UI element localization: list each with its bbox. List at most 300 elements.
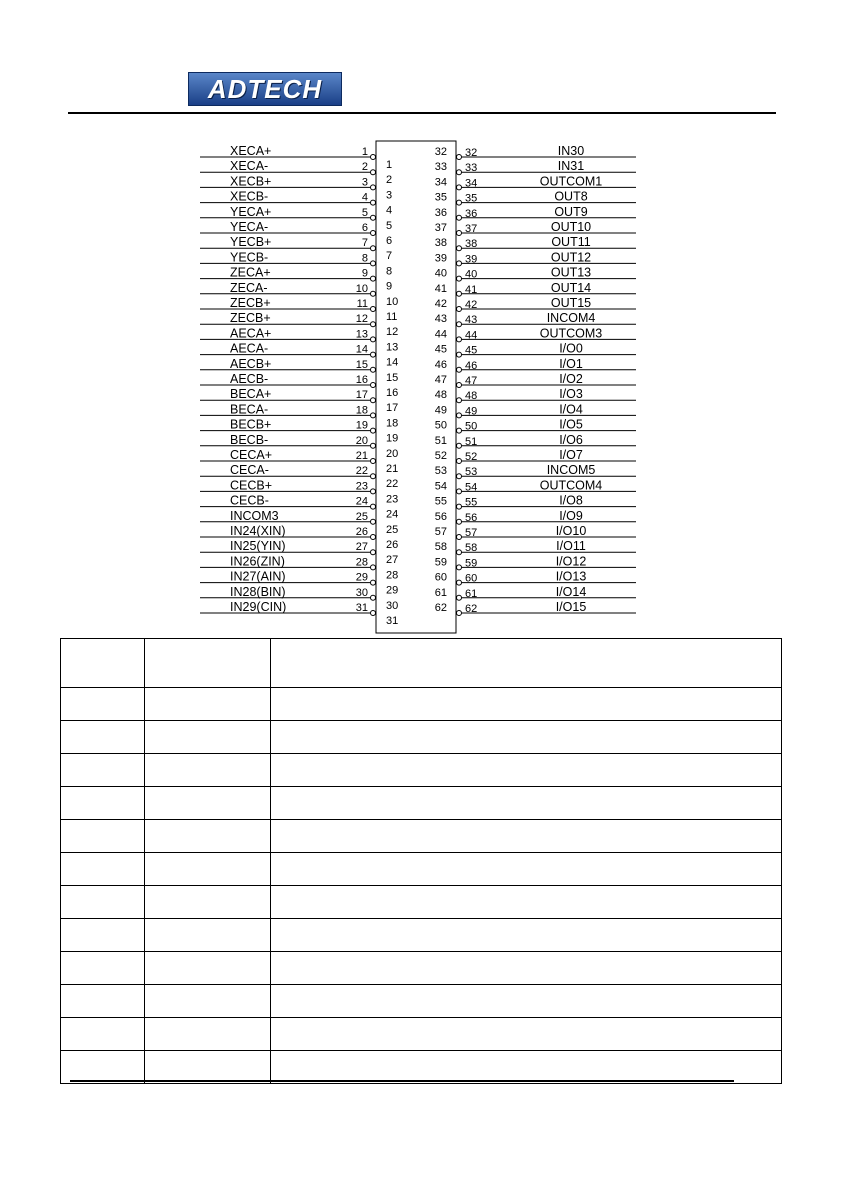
right-pin-signal: I/O13 <box>555 569 587 584</box>
left-pin-signal: YECB+ <box>230 235 272 250</box>
right-pin-terminal <box>457 595 462 600</box>
right-pin-signal: OUT8 <box>554 189 588 204</box>
table-cell <box>145 721 271 754</box>
table-cell <box>61 820 145 853</box>
right-pin-terminal <box>457 246 462 251</box>
footer-divider <box>70 1080 734 1082</box>
left-pin-number-inner: 2 <box>386 174 393 187</box>
table-cell <box>145 853 271 886</box>
left-pin-terminal <box>371 291 376 296</box>
left-pin-terminal <box>371 307 376 312</box>
right-pin-number-inner: 58 <box>434 541 447 554</box>
table-cell <box>61 853 145 886</box>
logo-text: ADTECH <box>207 73 323 104</box>
right-pin-number-outer: 50 <box>465 420 478 433</box>
table-cell <box>61 919 145 952</box>
right-pin-number-inner: 57 <box>434 526 447 538</box>
left-pin-number-inner: 9 <box>386 280 393 293</box>
table-cell <box>145 919 271 952</box>
left-pin-signal: IN24(XIN) <box>230 524 286 538</box>
left-pin-signal: IN28(BIN) <box>230 584 286 599</box>
right-pin-terminal <box>457 413 462 418</box>
left-pin-number-inner: 10 <box>386 295 399 308</box>
left-pin-number-inner: 29 <box>386 584 399 597</box>
left-pin-signal: YECB- <box>230 250 269 265</box>
table-cell <box>145 688 271 721</box>
left-pin-signal: AECB+ <box>230 356 272 371</box>
table-cell <box>145 1051 271 1084</box>
right-pin-number-inner: 35 <box>434 191 447 204</box>
left-pin-terminal <box>371 276 376 281</box>
left-pin-number-inner: 3 <box>386 189 393 202</box>
left-pin-number-outer: 27 <box>355 541 368 554</box>
table-cell <box>61 985 145 1018</box>
right-pin-number-inner: 54 <box>434 480 447 493</box>
table-cell <box>61 1051 145 1084</box>
left-pin-number-inner: 12 <box>386 326 399 339</box>
left-pin-signal: YECA+ <box>230 204 272 219</box>
right-pin-number-outer: 54 <box>465 481 478 494</box>
left-pin-number-outer: 28 <box>355 556 368 569</box>
table-cell <box>145 985 271 1018</box>
left-pin-number-inner: 15 <box>386 371 399 384</box>
left-pin-number-inner: 30 <box>386 599 399 612</box>
right-pin-number-inner: 33 <box>434 161 447 174</box>
left-pin-terminal <box>371 352 376 357</box>
right-pin-number-outer: 49 <box>465 405 478 418</box>
left-pin-number-inner: 8 <box>386 265 393 278</box>
left-pin-number-outer: 31 <box>355 602 368 614</box>
left-pin-terminal <box>371 337 376 342</box>
right-pin-number-inner: 55 <box>434 495 447 508</box>
left-pin-number-outer: 3 <box>361 176 368 189</box>
left-pin-number-outer: 2 <box>361 161 368 174</box>
left-pin-number-outer: 15 <box>355 358 368 371</box>
table-cell <box>271 952 782 985</box>
right-pin-number-inner: 44 <box>434 328 447 341</box>
right-pin-number-outer: 46 <box>465 359 478 372</box>
right-pin-terminal <box>457 398 462 403</box>
right-pin-terminal <box>457 489 462 494</box>
left-pin-signal: BECA+ <box>230 387 272 402</box>
table-row <box>61 754 782 787</box>
left-pin-signal: CECA+ <box>230 448 273 462</box>
right-pin-number-inner: 42 <box>434 298 447 310</box>
left-pin-terminal <box>371 550 376 555</box>
right-pin-terminal <box>457 428 462 433</box>
right-pin-signal: OUT10 <box>550 220 592 234</box>
table-row <box>61 820 782 853</box>
right-pin-signal: I/O0 <box>559 341 583 356</box>
right-pin-terminal <box>457 519 462 524</box>
left-pin-terminal <box>371 489 376 494</box>
left-pin-terminal <box>371 413 376 418</box>
left-pin-number-outer: 8 <box>361 252 368 265</box>
left-pin-number-inner: 4 <box>386 204 393 217</box>
right-pin-signal: OUT11 <box>551 235 591 250</box>
table-cell <box>271 985 782 1018</box>
adtech-logo <box>188 72 342 106</box>
left-pin-number-outer: 5 <box>361 206 368 219</box>
right-pin-signal: INCOM5 <box>546 463 596 478</box>
right-pin-signal: IN30 <box>557 144 585 158</box>
right-pin-number-outer: 38 <box>465 238 478 251</box>
left-pin-signal: INCOM3 <box>230 508 279 523</box>
left-pin-signal: IN26(ZIN) <box>230 554 285 569</box>
right-pin-number-inner: 36 <box>434 206 447 219</box>
table-cell <box>61 886 145 919</box>
right-pin-number-outer: 35 <box>465 192 478 205</box>
left-pin-signal: AECA- <box>230 341 269 356</box>
right-pin-number-inner: 41 <box>434 282 447 295</box>
right-pin-terminal <box>457 276 462 281</box>
right-pin-number-outer: 37 <box>465 223 478 235</box>
right-pin-signal: I/O15 <box>555 600 587 614</box>
table-cell <box>271 1018 782 1051</box>
left-pin-terminal <box>371 535 376 540</box>
table-cell <box>61 952 145 985</box>
left-pin-number-inner: 7 <box>386 250 393 263</box>
left-pin-number-outer: 22 <box>355 465 368 478</box>
left-pin-signal: AECA+ <box>230 326 272 341</box>
table-cell <box>61 754 145 787</box>
left-pin-signal: IN25(YIN) <box>230 539 286 554</box>
right-pin-number-outer: 39 <box>465 253 478 266</box>
right-pin-number-outer: 34 <box>465 177 478 190</box>
table-row <box>61 1051 782 1084</box>
right-pin-terminal <box>457 474 462 479</box>
right-pin-number-outer: 51 <box>465 435 478 448</box>
right-pin-signal: OUT14 <box>550 280 592 295</box>
right-pin-terminal <box>457 459 462 464</box>
right-pin-terminal <box>457 215 462 220</box>
header-divider <box>68 112 776 114</box>
left-pin-number-outer: 24 <box>355 495 368 508</box>
table-cell <box>271 721 782 754</box>
right-pin-signal: OUT9 <box>554 204 588 219</box>
table-cell <box>271 787 782 820</box>
right-pin-signal: I/O14 <box>555 584 587 599</box>
left-pin-signal: BECA- <box>230 402 269 417</box>
left-pin-number-inner: 31 <box>386 615 399 627</box>
left-pin-signal: IN29(CIN) <box>230 600 287 614</box>
left-pin-terminal <box>371 261 376 266</box>
table-cell <box>145 787 271 820</box>
right-pin-number-outer: 56 <box>465 511 478 524</box>
right-pin-number-inner: 62 <box>434 602 447 614</box>
right-pin-terminal <box>457 352 462 357</box>
right-pin-terminal <box>457 307 462 312</box>
right-pin-number-inner: 48 <box>434 389 447 402</box>
table-row <box>61 853 782 886</box>
left-pin-terminal <box>371 474 376 479</box>
left-pin-number-outer: 25 <box>355 510 368 523</box>
left-pin-signal: CECA- <box>230 463 269 478</box>
right-pin-terminal <box>457 291 462 296</box>
left-pin-number-inner: 19 <box>386 432 399 445</box>
table-row <box>61 919 782 952</box>
left-pin-terminal <box>371 155 376 160</box>
left-pin-terminal <box>371 170 376 175</box>
right-pin-number-outer: 32 <box>465 147 478 159</box>
table-cell <box>271 919 782 952</box>
right-pin-number-inner: 43 <box>434 313 447 326</box>
right-pin-signal: OUT15 <box>550 296 592 310</box>
right-pin-number-inner: 56 <box>434 510 447 523</box>
table-cell <box>61 688 145 721</box>
right-pin-number-outer: 55 <box>465 496 478 509</box>
left-pin-number-outer: 1 <box>361 146 368 158</box>
left-pin-number-inner: 14 <box>386 356 399 369</box>
right-pin-number-outer: 43 <box>465 314 478 327</box>
right-pin-number-outer: 48 <box>465 390 478 403</box>
left-pin-number-inner: 25 <box>386 523 399 536</box>
table-row <box>61 721 782 754</box>
right-pin-number-outer: 33 <box>465 162 478 175</box>
right-pin-number-outer: 61 <box>465 587 478 600</box>
left-pin-terminal <box>371 428 376 433</box>
right-pin-terminal <box>457 565 462 570</box>
left-pin-number-inner: 13 <box>386 341 399 354</box>
right-pin-number-inner: 61 <box>434 586 447 599</box>
table-cell <box>271 820 782 853</box>
left-pin-number-outer: 4 <box>361 191 368 204</box>
right-pin-signal: I/O2 <box>559 372 583 386</box>
left-pin-terminal <box>371 215 376 220</box>
left-pin-terminal <box>371 322 376 327</box>
right-pin-number-outer: 59 <box>465 557 478 570</box>
table-cell <box>61 721 145 754</box>
table-cell <box>145 952 271 985</box>
right-pin-terminal <box>457 504 462 509</box>
right-pin-number-inner: 53 <box>434 465 447 478</box>
left-pin-signal: CECB- <box>230 493 269 508</box>
right-pin-group <box>435 144 636 616</box>
right-pin-number-outer: 53 <box>465 466 478 479</box>
left-pin-terminal <box>371 231 376 236</box>
left-pin-signal: ZECB+ <box>230 296 271 310</box>
left-pin-number-outer: 12 <box>355 313 368 326</box>
right-pin-number-inner: 51 <box>434 434 447 447</box>
right-pin-terminal <box>457 580 462 585</box>
left-pin-number-outer: 29 <box>355 571 368 584</box>
right-pin-number-inner: 52 <box>434 450 447 462</box>
right-pin-terminal <box>457 185 462 190</box>
left-pin-signal: AECB- <box>230 372 269 386</box>
left-pin-signal: ZECA+ <box>230 265 271 280</box>
right-pin-signal: IN31 <box>557 159 585 174</box>
right-pin-signal: I/O4 <box>559 402 583 417</box>
right-pin-signal: OUT12 <box>550 250 592 265</box>
left-pin-terminal <box>371 504 376 509</box>
left-pin-number-outer: 13 <box>355 328 368 341</box>
left-pin-signal: ZECB+ <box>230 311 271 326</box>
left-pin-number-inner: 5 <box>386 219 393 232</box>
right-pin-number-outer: 45 <box>465 344 478 357</box>
left-pin-number-outer: 14 <box>355 343 368 356</box>
right-pin-number-outer: 52 <box>465 451 478 463</box>
right-pin-terminal <box>457 170 462 175</box>
left-pin-number-outer: 16 <box>355 374 368 386</box>
right-pin-terminal <box>457 155 462 160</box>
right-pin-number-inner: 46 <box>434 358 447 371</box>
right-pin-terminal <box>457 383 462 388</box>
table-row <box>61 787 782 820</box>
left-pin-number-outer: 10 <box>355 282 368 295</box>
left-pin-number-outer: 7 <box>361 237 368 250</box>
right-pin-number-outer: 57 <box>465 527 478 539</box>
right-pin-terminal <box>457 535 462 540</box>
table-row <box>61 952 782 985</box>
left-pin-signal: XECA- <box>230 159 269 174</box>
right-pin-terminal <box>457 322 462 327</box>
right-pin-terminal <box>457 231 462 236</box>
right-pin-terminal <box>457 550 462 555</box>
table-cell <box>145 886 271 919</box>
left-pin-terminal <box>371 611 376 616</box>
left-pin-signal: BECB- <box>230 432 269 447</box>
right-pin-number-inner: 47 <box>434 374 447 386</box>
right-pin-signal: I/O5 <box>559 417 583 432</box>
left-pin-signal: IN27(AIN) <box>230 569 286 584</box>
left-pin-number-outer: 23 <box>355 480 368 493</box>
right-pin-number-inner: 50 <box>434 419 447 432</box>
left-pin-signal: YECA- <box>230 220 269 234</box>
left-pin-terminal <box>371 367 376 372</box>
left-pin-number-inner: 23 <box>386 493 399 506</box>
left-pin-number-inner: 17 <box>386 402 399 415</box>
table-cell <box>145 639 271 688</box>
left-pin-number-outer: 18 <box>355 404 368 417</box>
connector-pinout-diagram <box>190 138 650 638</box>
left-pin-signal: XECB+ <box>230 174 272 189</box>
right-pin-signal: I/O3 <box>559 387 583 402</box>
right-pin-number-inner: 49 <box>434 404 447 417</box>
table-cell <box>145 1018 271 1051</box>
right-pin-terminal <box>457 443 462 448</box>
right-pin-signal: INCOM4 <box>546 311 596 326</box>
right-pin-terminal <box>457 611 462 616</box>
right-pin-terminal <box>457 200 462 205</box>
right-pin-signal: I/O12 <box>555 554 587 569</box>
left-pin-number-inner: 20 <box>386 447 399 460</box>
left-pin-number-inner: 16 <box>386 387 399 399</box>
left-pin-number-inner: 24 <box>386 508 399 521</box>
left-pin-number-inner: 21 <box>386 463 399 475</box>
right-pin-number-inner: 38 <box>434 237 447 250</box>
table-cell <box>271 754 782 787</box>
right-pin-number-outer: 58 <box>465 542 478 555</box>
left-pin-number-outer: 11 <box>356 298 368 310</box>
left-pin-number-inner: 28 <box>386 569 399 582</box>
right-pin-number-inner: 40 <box>434 267 447 280</box>
left-pin-terminal <box>371 200 376 205</box>
left-pin-group <box>200 144 398 627</box>
right-pin-number-inner: 59 <box>434 556 447 569</box>
left-pin-number-outer: 26 <box>355 526 368 538</box>
right-pin-number-outer: 47 <box>465 375 478 387</box>
table-cell <box>145 754 271 787</box>
left-pin-terminal <box>371 246 376 251</box>
left-pin-number-inner: 11 <box>386 311 398 323</box>
left-pin-terminal <box>371 383 376 388</box>
right-pin-signal: I/O10 <box>555 524 587 538</box>
right-pin-terminal <box>457 367 462 372</box>
left-pin-signal: XECA+ <box>230 144 272 158</box>
table-cell <box>271 688 782 721</box>
right-pin-signal: OUTCOM3 <box>539 326 603 341</box>
right-pin-signal: I/O7 <box>559 448 583 462</box>
right-pin-number-outer: 41 <box>465 283 478 296</box>
left-pin-signal: ZECA- <box>230 280 268 295</box>
right-pin-number-outer: 60 <box>465 572 478 585</box>
right-pin-number-inner: 32 <box>434 146 447 158</box>
right-pin-number-outer: 42 <box>465 299 478 311</box>
table-row <box>61 688 782 721</box>
right-pin-number-outer: 62 <box>465 603 478 615</box>
table-cell <box>271 853 782 886</box>
left-pin-number-outer: 9 <box>361 267 368 280</box>
right-pin-number-inner: 39 <box>434 252 447 265</box>
right-pin-number-outer: 40 <box>465 268 478 281</box>
left-pin-terminal <box>371 185 376 190</box>
left-pin-terminal <box>371 595 376 600</box>
table-cell <box>61 639 145 688</box>
left-pin-terminal <box>371 443 376 448</box>
right-pin-signal: I/O6 <box>559 432 583 447</box>
table-cell <box>61 1018 145 1051</box>
table-cell <box>271 639 782 688</box>
left-pin-terminal <box>371 519 376 524</box>
left-pin-signal: BECB+ <box>230 417 272 432</box>
right-pin-number-inner: 45 <box>434 343 447 356</box>
left-pin-number-outer: 17 <box>355 389 368 402</box>
right-pin-number-outer: 44 <box>465 329 478 342</box>
left-pin-number-inner: 26 <box>386 539 399 551</box>
left-pin-number-inner: 1 <box>386 159 393 171</box>
table-cell <box>61 787 145 820</box>
right-pin-signal: I/O1 <box>559 356 583 371</box>
right-pin-terminal <box>457 261 462 266</box>
left-pin-terminal <box>371 398 376 403</box>
pin-description-table <box>60 638 782 1084</box>
left-pin-number-outer: 20 <box>355 434 368 447</box>
right-pin-signal: OUTCOM4 <box>539 478 603 493</box>
right-pin-signal: I/O9 <box>559 508 583 523</box>
left-pin-signal: XECB- <box>230 189 269 204</box>
left-pin-number-inner: 6 <box>386 235 393 247</box>
left-pin-number-outer: 30 <box>355 586 368 599</box>
left-pin-terminal <box>371 580 376 585</box>
right-pin-number-inner: 37 <box>434 222 447 234</box>
table-row <box>61 985 782 1018</box>
table-cell <box>271 1051 782 1084</box>
left-pin-number-outer: 19 <box>355 419 368 432</box>
right-pin-signal: OUT13 <box>550 265 592 280</box>
left-pin-terminal <box>371 565 376 570</box>
left-pin-terminal <box>371 459 376 464</box>
right-pin-signal: I/O11 <box>556 539 586 554</box>
right-pin-signal: I/O8 <box>559 493 583 508</box>
left-pin-signal: CECB+ <box>230 478 273 493</box>
right-pin-number-inner: 34 <box>434 176 447 189</box>
left-pin-number-outer: 21 <box>355 450 368 462</box>
right-pin-number-inner: 60 <box>434 571 447 584</box>
right-pin-signal: OUTCOM1 <box>539 174 603 189</box>
left-pin-number-outer: 6 <box>361 222 368 234</box>
table-header-row <box>61 639 782 688</box>
left-pin-number-inner: 22 <box>386 478 399 491</box>
